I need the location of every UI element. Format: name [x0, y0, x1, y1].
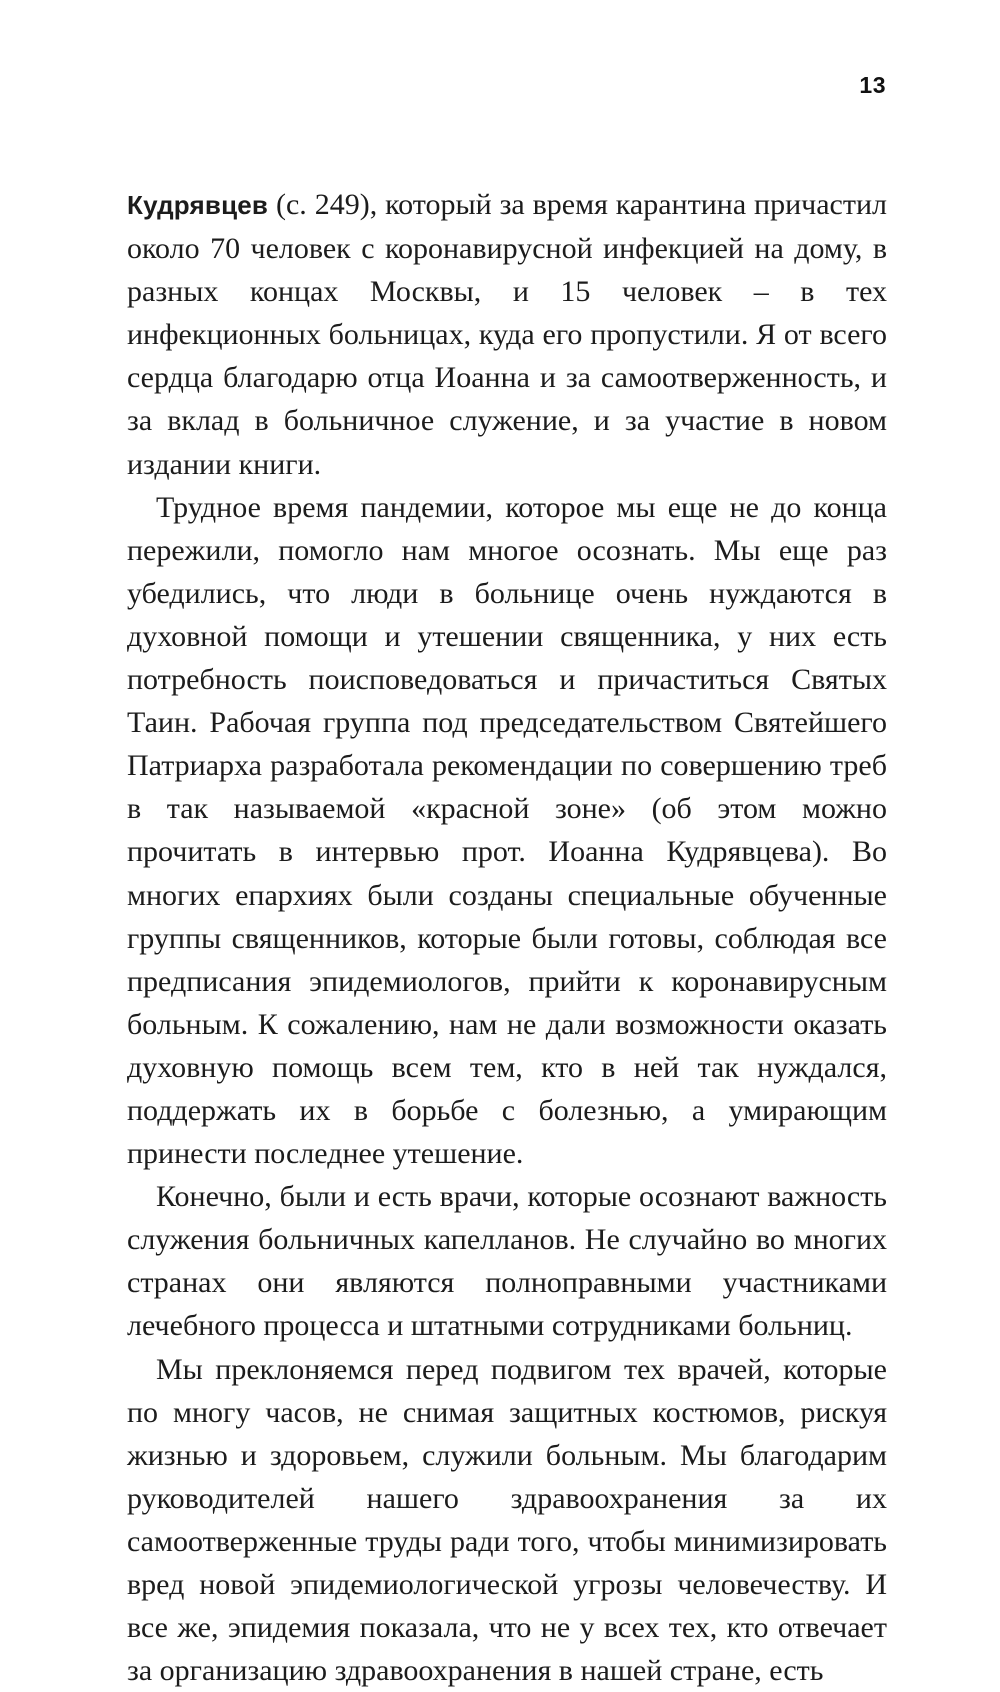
paragraph-2: Трудное время пандемии, которое мы еще не до конца пережили, помогло нам многое осознать. Мы еще раз убедились, что люди в больнице очень нуждаются в духовной помощи и утешении священника, у них есть потребность поисповедоваться и причаститься Святых Таин. Рабочая группа под председательством Святейшего Патриарха разработала рекомендации по совершению треб в так называемой «красной зоне» (об этом можно прочитать в интервью прот. Иоанна Кудрявцева). Во многих епархиях были созданы специальные обученные группы священников, которые были готовы, соблюдая все предписания эпидемиологов, прийти к коронавирусным больным. К сожалению, нам не дали возможности оказать духовную помощь всем тем, кто в ней так нуждался, поддержать их в борьбе с болезнью, а умирающим принести последнее утешение. — [127, 490, 887, 1171]
page-number: 13 — [859, 72, 886, 98]
paragraph-4: Мы преклоняемся перед подвигом тех врачей, которые по многу часов, не снимая защитных костюмов, рискуя жизнью и здоровьем, служили больным. Мы благодарим руководителей нашего здравоохранения за их самоотверженные труды ради того, чтобы минимизировать вред новой эпидемиологической угрозы человечеству. И все же, эпидемия показала, что не у всех тех, кто отвечает за организацию здравоохранения в нашей стране, есть — [127, 1352, 887, 1688]
paragraph-3: Конечно, были и есть врачи, которые осознают важность служения больничных капелланов. Не случайно во многих странах они являются полноправными участниками лечебного процесса и штатными сотрудниками больниц. — [127, 1180, 887, 1343]
paragraph-1 — [127, 183, 887, 486]
author-name-bold: Кудрявцев — [127, 190, 269, 220]
body-text — [127, 183, 887, 1692]
paragraph-1-text: (с. 249), который за время карантина причастил около 70 человек с коронавирусной инфекцией на дому, в разных концах Москвы, и 15 человек – в тех инфекционных больницах, куда его пропустили. Я от всего сердца благодарю отца Иоанна и за самоотверженность, и за вклад в больничное служение, и за участие в новом издании книги. — [127, 188, 887, 481]
